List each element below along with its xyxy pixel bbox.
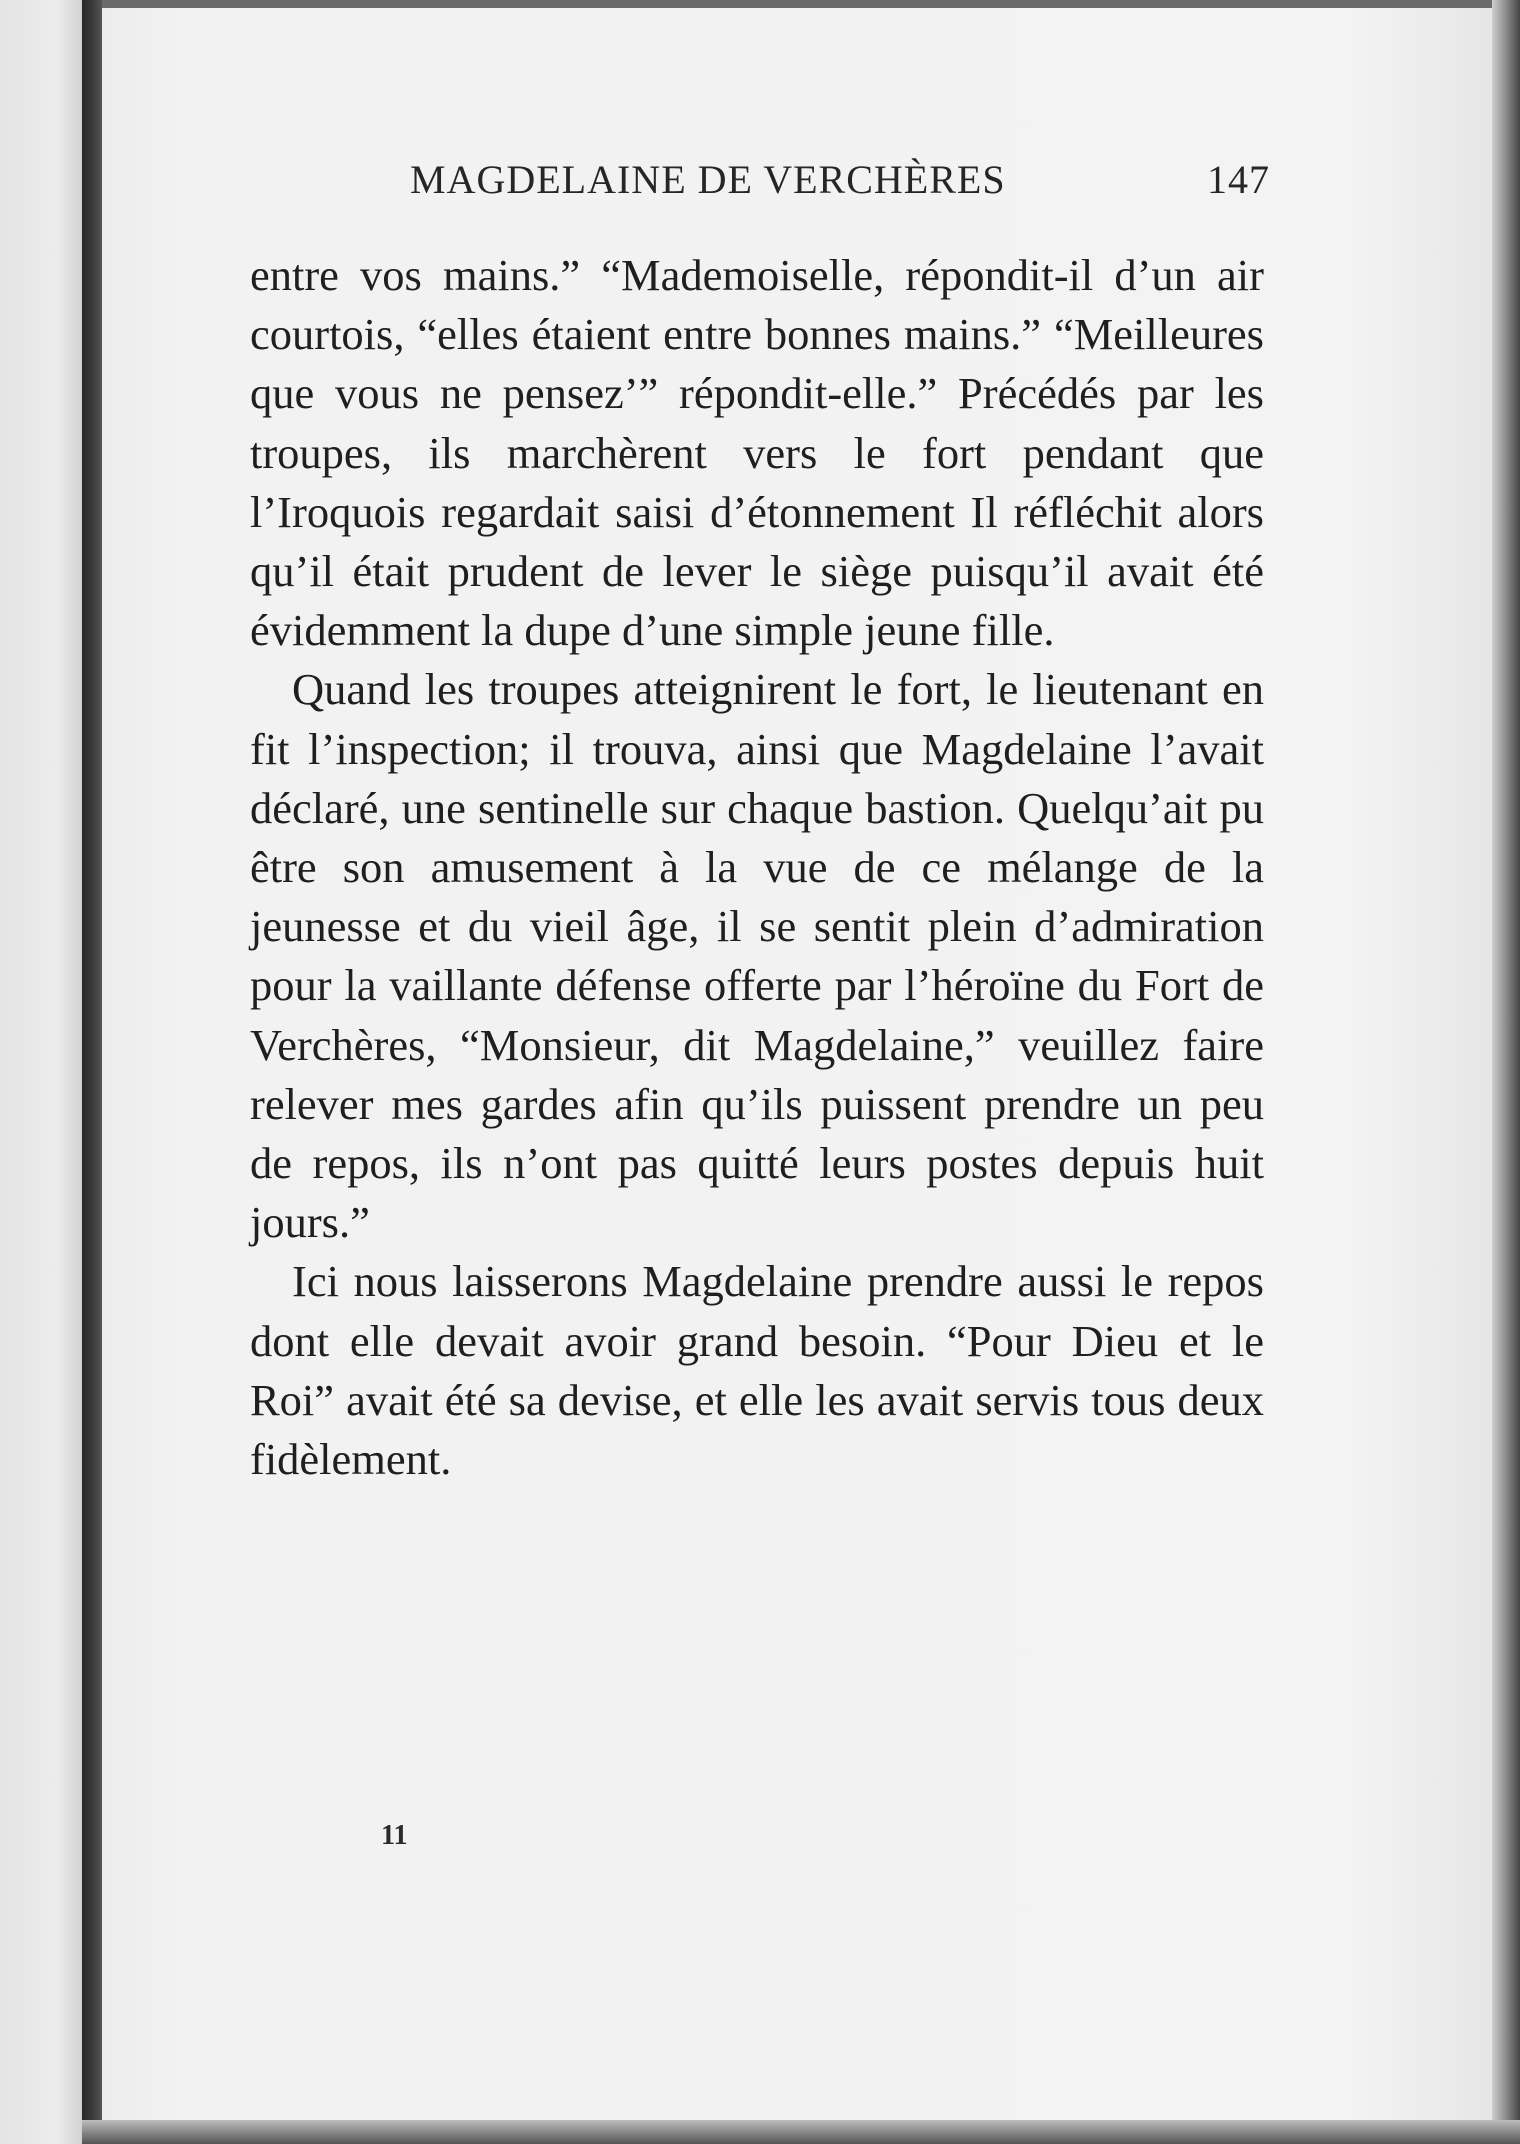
body-text [250,246,1264,1489]
paragraph-3: Ici nous laisserons Magdelaine prendre aussi le repos dont elle devait avoir grand besoin. “Pour Dieu et le Roi” avait été sa devise, et elle les avait servis tous deux fidèlement. [250,1256,1264,1485]
paragraph-1: entre vos mains.” “Mademoiselle, répondit-il d’un air courtois, “elles étaient entre bonnes mains.” “Meilleures que vous ne pensez’” répondit-elle.” Précédés par les troupes, ils marchèrent vers le fort pendant que l’Iroquois regardait saisi d’étonnement Il réfléchit alors qu’il était prudent de lever le siège puisqu’il avait été évidemment la dupe d’une simple jeune fille. [250,250,1264,656]
running-head [410,156,1270,212]
book-gutter [82,0,102,2144]
facing-page-edge [0,0,82,2144]
running-head-title: MAGDELAINE DE VERCHÈRES [410,157,1006,202]
page-edge-bottom [82,2120,1520,2144]
paragraph-2: Quand les troupes atteignirent le fort, le lieutenant en fit l’inspection; il trouva, ainsi que Magdelaine l’avait déclaré, une sentinelle sur chaque bastion. Quelqu’ait pu être son amusement à la vue de ce mélange de la jeunesse et du vieil âge, il se sentit plein d’admiration pour la vaillante défense offerte par l’héroïne du Fort de Verchères, “Monsieur, dit Magdelaine,” veuillez faire relever mes gardes afin qu’ils puissent prendre un peu de repos, ils n’ont pas quitté leurs postes depuis huit jours.” [250,664,1264,1248]
page-number: 147 [1207,157,1270,202]
page-edge-right [1492,0,1520,2144]
signature-mark: 11 [381,1820,408,1851]
